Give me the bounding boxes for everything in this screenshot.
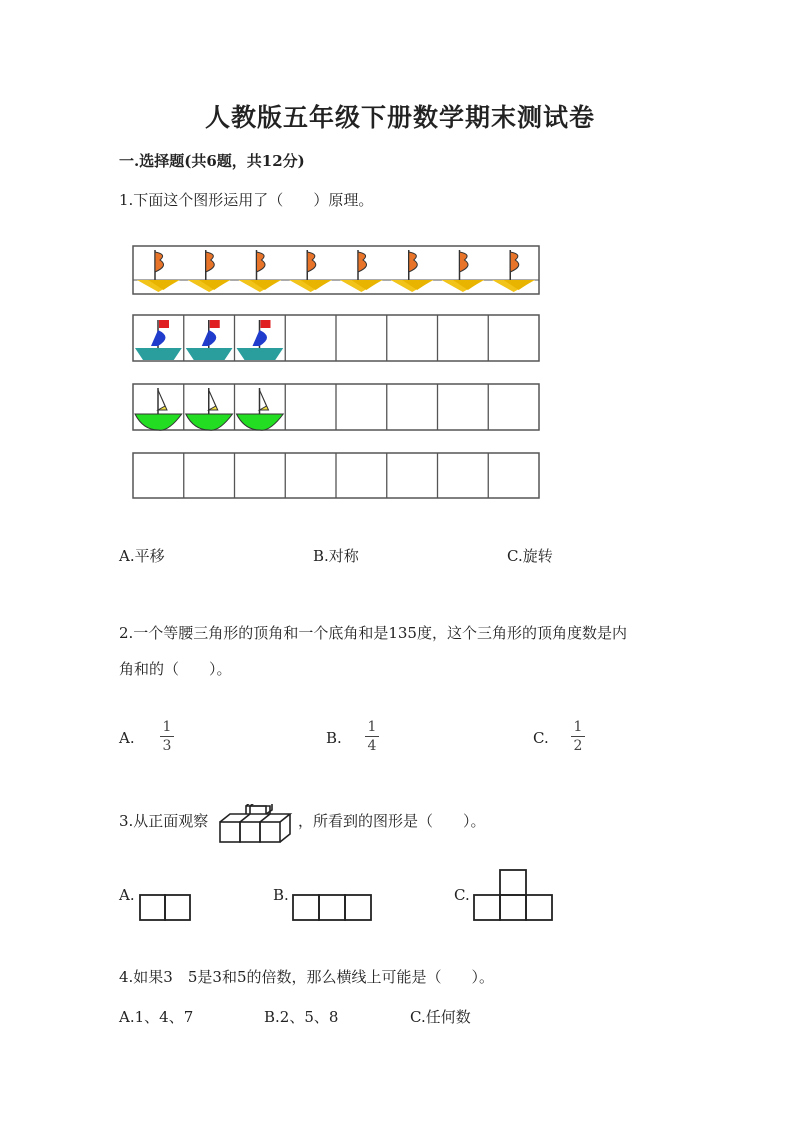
q3-option-a[interactable]: A.: [119, 886, 135, 904]
blue-boat-shape: [237, 320, 284, 360]
q4-option-c[interactable]: C.任何数: [410, 1008, 471, 1026]
cube-stack-figure: [216, 804, 296, 846]
question-2-line-2: 角和的（ ）。: [119, 660, 232, 678]
q3-option-c-figure: [472, 868, 554, 923]
green-boat-shape: [135, 388, 182, 430]
section-heading: 一.选择题(共6题，共12分): [119, 152, 305, 170]
row-3-green-boats: [133, 384, 539, 430]
flag-shape: [188, 250, 231, 292]
green-boat-shape: [186, 388, 233, 430]
q2-option-a-fraction: 1 3: [157, 719, 177, 754]
q2-option-c[interactable]: C.: [533, 729, 549, 747]
blue-boat-shape: [135, 320, 182, 360]
question-4-text: 4.如果3 5是3和5的倍数，那么横线上可能是（ ）。: [119, 968, 494, 986]
flag-shape: [391, 250, 434, 292]
q3-option-c[interactable]: C.: [454, 886, 470, 904]
flag-shape: [340, 250, 383, 292]
q2-option-b[interactable]: B.: [326, 729, 342, 747]
flag-shape: [289, 250, 332, 292]
q2-option-c-fraction: 1 2: [568, 719, 588, 754]
question-1-text: 1.下面这个图形运用了（ ）原理。: [119, 191, 374, 209]
green-boat-shape: [237, 388, 284, 430]
q1-option-b[interactable]: B.对称: [313, 547, 359, 565]
row-2-blue-boats: [133, 315, 539, 361]
pattern-figure: [130, 242, 545, 504]
q4-option-b[interactable]: B.2、5、8: [264, 1008, 339, 1026]
flag-shape: [137, 250, 180, 292]
q1-option-c[interactable]: C.旋转: [507, 547, 553, 565]
q2-option-b-fraction: 1 4: [362, 719, 382, 754]
question-3-text-after: ，所看到的图形是（ ）。: [298, 812, 486, 830]
q3-option-a-figure: [138, 893, 192, 923]
row-1-flags: [133, 246, 539, 294]
q3-option-b-figure: [291, 893, 373, 923]
q3-option-b[interactable]: B.: [273, 886, 289, 904]
question-2-line-1: 2.一个等腰三角形的顶角和一个底角和是135度，这个三角形的顶角度数是内: [119, 624, 627, 642]
flag-shape: [492, 250, 535, 292]
q2-option-a[interactable]: A.: [119, 729, 135, 747]
flag-shape: [442, 250, 485, 292]
question-3-text-before: 3.从正面观察: [119, 812, 209, 830]
q4-option-a[interactable]: A.1、4、7: [119, 1008, 194, 1026]
row-4-empty: [133, 453, 539, 498]
page-title: 人教版五年级下册数学期末测试卷: [204, 103, 595, 132]
q1-option-a[interactable]: A.平移: [119, 547, 165, 565]
blue-boat-shape: [186, 320, 233, 360]
flag-shape: [239, 250, 282, 292]
